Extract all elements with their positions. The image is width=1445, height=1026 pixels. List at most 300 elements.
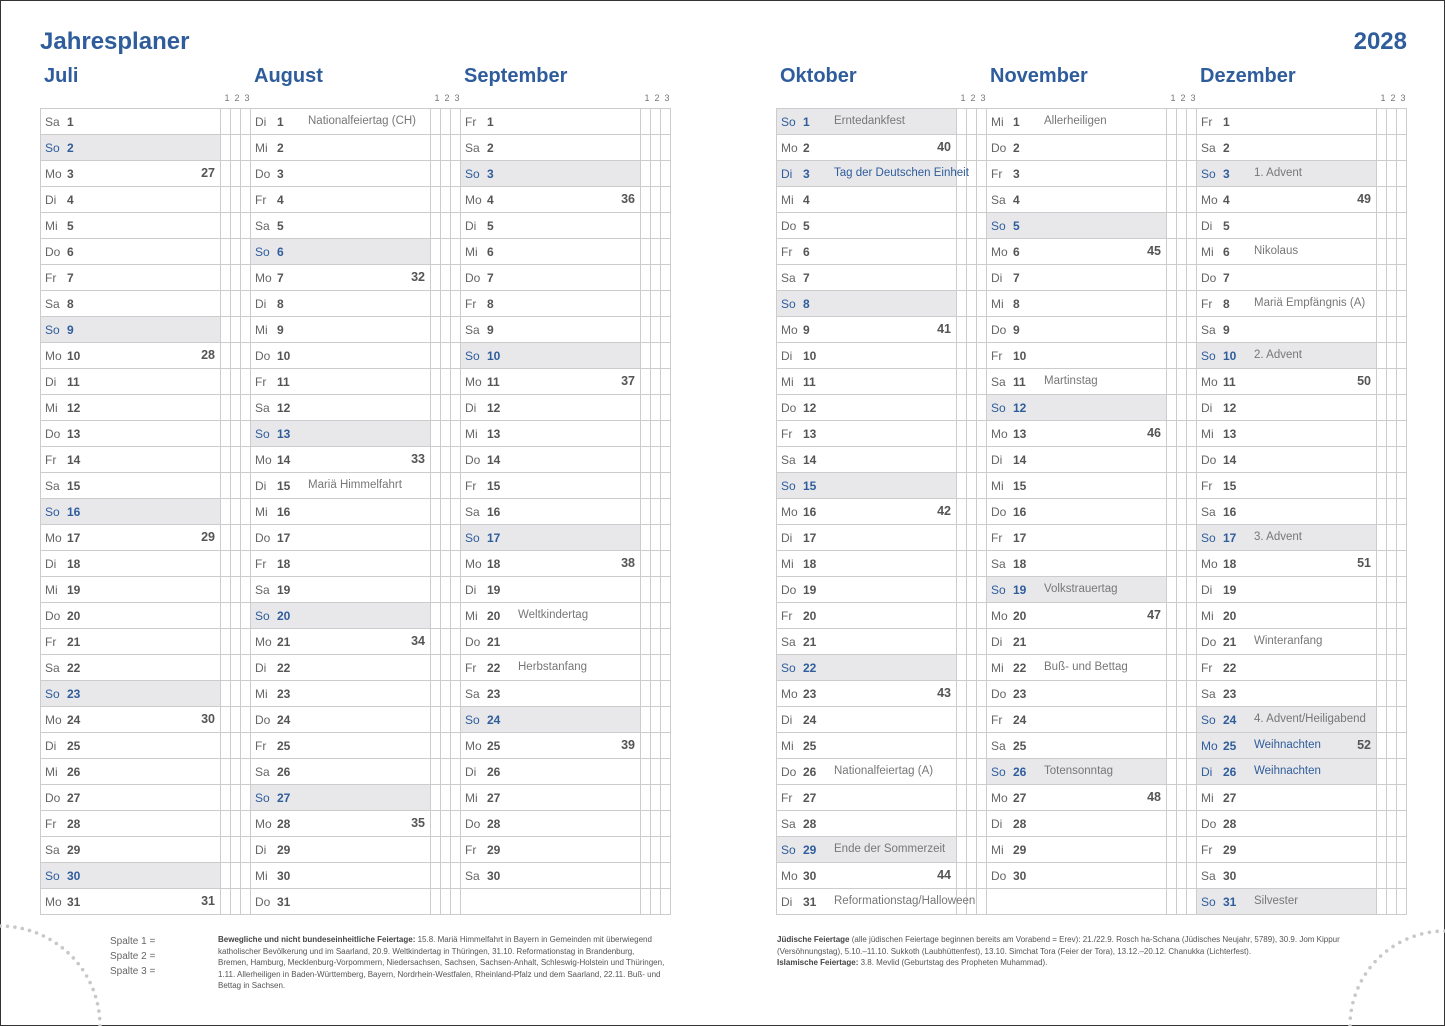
column-cell-2[interactable] bbox=[441, 655, 451, 680]
column-cell-2[interactable] bbox=[1387, 343, 1397, 368]
day-row[interactable] bbox=[1197, 577, 1407, 603]
day-cell[interactable] bbox=[777, 291, 957, 316]
day-row[interactable] bbox=[41, 395, 251, 421]
column-cell-1[interactable] bbox=[431, 629, 441, 654]
day-cell[interactable] bbox=[987, 655, 1167, 680]
column-cell-2[interactable] bbox=[967, 629, 977, 654]
column-cell-1[interactable] bbox=[957, 655, 967, 680]
column-cell-3[interactable] bbox=[661, 837, 671, 862]
day-cell[interactable] bbox=[777, 707, 957, 732]
column-cell-2[interactable] bbox=[1177, 707, 1187, 732]
column-cell-1[interactable] bbox=[641, 889, 651, 914]
day-cell[interactable] bbox=[777, 187, 957, 212]
day-row[interactable] bbox=[1197, 447, 1407, 473]
day-cell[interactable] bbox=[41, 161, 221, 186]
column-cell-1[interactable] bbox=[957, 603, 967, 628]
day-row[interactable] bbox=[987, 499, 1197, 525]
day-row[interactable] bbox=[1197, 239, 1407, 265]
column-cell-1[interactable] bbox=[957, 785, 967, 810]
column-cell-1[interactable] bbox=[1377, 369, 1387, 394]
day-row[interactable] bbox=[1197, 551, 1407, 577]
day-row[interactable] bbox=[461, 681, 671, 707]
day-row[interactable] bbox=[987, 577, 1197, 603]
column-cell-3[interactable] bbox=[661, 577, 671, 602]
day-cell[interactable] bbox=[461, 421, 641, 446]
day-cell[interactable] bbox=[41, 551, 221, 576]
day-cell[interactable] bbox=[41, 681, 221, 706]
day-row[interactable] bbox=[987, 837, 1197, 863]
day-cell[interactable] bbox=[41, 447, 221, 472]
column-cell-1[interactable] bbox=[1377, 733, 1387, 758]
column-cell-1[interactable] bbox=[957, 811, 967, 836]
day-row[interactable] bbox=[1197, 187, 1407, 213]
day-row[interactable] bbox=[777, 577, 987, 603]
day-row[interactable] bbox=[41, 655, 251, 681]
column-cell-2[interactable] bbox=[651, 213, 661, 238]
day-cell[interactable] bbox=[987, 837, 1167, 862]
column-cell-1[interactable] bbox=[957, 395, 967, 420]
column-cell-1[interactable] bbox=[957, 525, 967, 550]
column-cell-1[interactable] bbox=[431, 733, 441, 758]
day-row[interactable] bbox=[41, 525, 251, 551]
day-cell[interactable] bbox=[987, 135, 1167, 160]
column-cell-2[interactable] bbox=[1177, 577, 1187, 602]
day-row[interactable] bbox=[41, 499, 251, 525]
day-row[interactable] bbox=[1197, 265, 1407, 291]
day-cell[interactable] bbox=[1197, 863, 1377, 888]
day-cell[interactable] bbox=[1197, 525, 1377, 550]
column-cell-2[interactable] bbox=[1177, 863, 1187, 888]
column-cell-1[interactable] bbox=[1377, 473, 1387, 498]
day-row[interactable] bbox=[987, 343, 1197, 369]
day-cell[interactable] bbox=[1197, 785, 1377, 810]
day-row[interactable] bbox=[777, 213, 987, 239]
column-cell-2[interactable] bbox=[231, 759, 241, 784]
day-row[interactable] bbox=[777, 161, 987, 187]
column-cell-2[interactable] bbox=[967, 785, 977, 810]
column-cell-2[interactable] bbox=[441, 837, 451, 862]
column-cell-2[interactable] bbox=[651, 551, 661, 576]
day-row[interactable] bbox=[41, 811, 251, 837]
column-cell-2[interactable] bbox=[1177, 551, 1187, 576]
column-cell-2[interactable] bbox=[231, 291, 241, 316]
column-cell-1[interactable] bbox=[221, 239, 231, 264]
column-cell-1[interactable] bbox=[431, 161, 441, 186]
column-cell-2[interactable] bbox=[231, 213, 241, 238]
column-cell-3[interactable] bbox=[1397, 759, 1407, 784]
day-cell[interactable] bbox=[461, 603, 641, 628]
day-cell[interactable] bbox=[987, 265, 1167, 290]
day-cell[interactable] bbox=[1197, 187, 1377, 212]
column-cell-3[interactable] bbox=[1397, 447, 1407, 472]
column-cell-2[interactable] bbox=[1177, 447, 1187, 472]
day-row[interactable] bbox=[461, 343, 671, 369]
column-cell-1[interactable] bbox=[1167, 317, 1177, 342]
column-cell-2[interactable] bbox=[651, 629, 661, 654]
column-cell-3[interactable] bbox=[1397, 525, 1407, 550]
column-cell-2[interactable] bbox=[651, 109, 661, 134]
column-cell-2[interactable] bbox=[441, 863, 451, 888]
column-cell-1[interactable] bbox=[221, 395, 231, 420]
day-row[interactable] bbox=[1197, 291, 1407, 317]
column-cell-2[interactable] bbox=[1387, 629, 1397, 654]
day-row[interactable] bbox=[777, 265, 987, 291]
column-cell-1[interactable] bbox=[221, 187, 231, 212]
column-cell-3[interactable] bbox=[661, 317, 671, 342]
day-cell[interactable] bbox=[987, 707, 1167, 732]
day-cell[interactable] bbox=[1197, 369, 1377, 394]
column-cell-2[interactable] bbox=[967, 343, 977, 368]
day-cell[interactable] bbox=[461, 213, 641, 238]
day-cell[interactable] bbox=[777, 785, 957, 810]
column-cell-1[interactable] bbox=[1167, 577, 1177, 602]
day-row[interactable] bbox=[777, 291, 987, 317]
column-cell-1[interactable] bbox=[221, 369, 231, 394]
column-cell-1[interactable] bbox=[957, 733, 967, 758]
column-cell-1[interactable] bbox=[1377, 889, 1387, 914]
column-cell-2[interactable] bbox=[441, 629, 451, 654]
column-cell-2[interactable] bbox=[651, 499, 661, 524]
day-cell[interactable] bbox=[41, 863, 221, 888]
column-cell-3[interactable] bbox=[1397, 317, 1407, 342]
day-cell[interactable] bbox=[987, 811, 1167, 836]
day-cell[interactable] bbox=[461, 239, 641, 264]
day-row[interactable] bbox=[251, 759, 461, 785]
day-row[interactable] bbox=[251, 265, 461, 291]
column-cell-2[interactable] bbox=[967, 811, 977, 836]
day-cell[interactable] bbox=[461, 551, 641, 576]
day-cell[interactable] bbox=[777, 213, 957, 238]
column-cell-1[interactable] bbox=[431, 447, 441, 472]
day-row[interactable] bbox=[461, 863, 671, 889]
column-cell-2[interactable] bbox=[441, 369, 451, 394]
day-cell[interactable] bbox=[1197, 265, 1377, 290]
column-cell-3[interactable] bbox=[661, 707, 671, 732]
day-cell[interactable] bbox=[251, 785, 431, 810]
column-cell-2[interactable] bbox=[1177, 421, 1187, 446]
day-cell[interactable] bbox=[251, 291, 431, 316]
day-cell[interactable] bbox=[41, 317, 221, 342]
column-cell-2[interactable] bbox=[651, 473, 661, 498]
column-cell-2[interactable] bbox=[231, 317, 241, 342]
day-row[interactable] bbox=[41, 603, 251, 629]
column-cell-1[interactable] bbox=[1377, 785, 1387, 810]
column-cell-1[interactable] bbox=[431, 889, 441, 914]
day-row[interactable] bbox=[251, 343, 461, 369]
day-row[interactable] bbox=[987, 525, 1197, 551]
day-row[interactable] bbox=[461, 525, 671, 551]
day-row[interactable] bbox=[41, 681, 251, 707]
column-cell-1[interactable] bbox=[1167, 187, 1177, 212]
day-cell[interactable] bbox=[1197, 109, 1377, 134]
day-cell[interactable] bbox=[41, 629, 221, 654]
day-row[interactable] bbox=[1197, 395, 1407, 421]
column-cell-2[interactable] bbox=[651, 265, 661, 290]
day-row[interactable] bbox=[41, 291, 251, 317]
column-cell-1[interactable] bbox=[221, 447, 231, 472]
column-cell-2[interactable] bbox=[967, 265, 977, 290]
day-row[interactable] bbox=[777, 733, 987, 759]
column-cell-1[interactable] bbox=[1377, 239, 1387, 264]
column-cell-3[interactable] bbox=[1397, 577, 1407, 602]
day-row[interactable] bbox=[1197, 109, 1407, 135]
column-cell-1[interactable] bbox=[221, 109, 231, 134]
day-row[interactable] bbox=[777, 421, 987, 447]
column-cell-3[interactable] bbox=[661, 655, 671, 680]
day-row[interactable] bbox=[1197, 161, 1407, 187]
column-cell-1[interactable] bbox=[221, 655, 231, 680]
day-row[interactable] bbox=[777, 499, 987, 525]
day-cell[interactable] bbox=[777, 421, 957, 446]
day-row[interactable] bbox=[41, 863, 251, 889]
column-cell-1[interactable] bbox=[1377, 135, 1387, 160]
day-row[interactable] bbox=[251, 499, 461, 525]
day-cell[interactable] bbox=[1197, 629, 1377, 654]
day-row[interactable] bbox=[1197, 421, 1407, 447]
column-cell-1[interactable] bbox=[641, 577, 651, 602]
day-row[interactable] bbox=[987, 161, 1197, 187]
day-cell[interactable] bbox=[41, 135, 221, 160]
column-cell-1[interactable] bbox=[1167, 759, 1177, 784]
day-row[interactable] bbox=[41, 421, 251, 447]
column-cell-2[interactable] bbox=[441, 577, 451, 602]
day-row[interactable] bbox=[987, 317, 1197, 343]
column-cell-3[interactable] bbox=[1397, 551, 1407, 576]
column-cell-3[interactable] bbox=[661, 369, 671, 394]
column-cell-1[interactable] bbox=[641, 811, 651, 836]
day-cell[interactable] bbox=[987, 395, 1167, 420]
column-cell-1[interactable] bbox=[431, 655, 441, 680]
day-row[interactable] bbox=[251, 369, 461, 395]
day-cell[interactable] bbox=[1197, 421, 1377, 446]
day-cell[interactable] bbox=[987, 785, 1167, 810]
column-cell-3[interactable] bbox=[661, 759, 671, 784]
column-cell-2[interactable] bbox=[651, 161, 661, 186]
day-cell[interactable] bbox=[987, 889, 1167, 914]
column-cell-2[interactable] bbox=[1387, 577, 1397, 602]
day-row[interactable] bbox=[777, 317, 987, 343]
day-row[interactable] bbox=[987, 863, 1197, 889]
column-cell-1[interactable] bbox=[1377, 187, 1387, 212]
column-cell-1[interactable] bbox=[957, 265, 967, 290]
column-cell-2[interactable] bbox=[651, 863, 661, 888]
day-row[interactable] bbox=[251, 187, 461, 213]
column-cell-2[interactable] bbox=[441, 525, 451, 550]
column-cell-2[interactable] bbox=[967, 681, 977, 706]
column-cell-1[interactable] bbox=[221, 889, 231, 914]
day-row[interactable] bbox=[461, 655, 671, 681]
column-cell-2[interactable] bbox=[231, 707, 241, 732]
column-cell-3[interactable] bbox=[661, 447, 671, 472]
day-cell[interactable] bbox=[251, 161, 431, 186]
column-cell-2[interactable] bbox=[441, 707, 451, 732]
column-cell-2[interactable] bbox=[231, 369, 241, 394]
day-row[interactable] bbox=[987, 135, 1197, 161]
column-cell-1[interactable] bbox=[641, 343, 651, 368]
column-cell-3[interactable] bbox=[661, 265, 671, 290]
column-cell-1[interactable] bbox=[1167, 395, 1177, 420]
column-cell-2[interactable] bbox=[967, 317, 977, 342]
column-cell-1[interactable] bbox=[1167, 213, 1177, 238]
day-row[interactable] bbox=[251, 681, 461, 707]
day-cell[interactable] bbox=[1197, 655, 1377, 680]
day-cell[interactable] bbox=[461, 629, 641, 654]
day-row[interactable] bbox=[41, 265, 251, 291]
column-cell-1[interactable] bbox=[431, 863, 441, 888]
column-cell-2[interactable] bbox=[1387, 265, 1397, 290]
column-cell-2[interactable] bbox=[1177, 499, 1187, 524]
column-cell-2[interactable] bbox=[441, 551, 451, 576]
column-cell-2[interactable] bbox=[231, 395, 241, 420]
day-row[interactable] bbox=[777, 655, 987, 681]
column-cell-2[interactable] bbox=[651, 577, 661, 602]
column-cell-1[interactable] bbox=[1377, 577, 1387, 602]
day-cell[interactable] bbox=[1197, 681, 1377, 706]
column-cell-3[interactable] bbox=[1397, 395, 1407, 420]
day-row[interactable] bbox=[461, 187, 671, 213]
column-cell-2[interactable] bbox=[231, 109, 241, 134]
column-cell-1[interactable] bbox=[221, 629, 231, 654]
day-row[interactable] bbox=[41, 551, 251, 577]
column-cell-1[interactable] bbox=[431, 603, 441, 628]
column-cell-2[interactable] bbox=[231, 681, 241, 706]
column-cell-1[interactable] bbox=[1167, 785, 1177, 810]
column-cell-2[interactable] bbox=[1387, 317, 1397, 342]
day-row[interactable] bbox=[987, 265, 1197, 291]
day-cell[interactable] bbox=[461, 265, 641, 290]
day-cell[interactable] bbox=[777, 733, 957, 758]
column-cell-1[interactable] bbox=[641, 291, 651, 316]
day-cell[interactable] bbox=[987, 499, 1167, 524]
day-row[interactable] bbox=[777, 239, 987, 265]
column-cell-3[interactable] bbox=[1397, 785, 1407, 810]
day-row[interactable] bbox=[1197, 889, 1407, 915]
column-cell-1[interactable] bbox=[221, 759, 231, 784]
column-cell-1[interactable] bbox=[431, 707, 441, 732]
day-row[interactable] bbox=[777, 551, 987, 577]
column-cell-2[interactable] bbox=[441, 343, 451, 368]
column-cell-3[interactable] bbox=[1397, 421, 1407, 446]
column-cell-3[interactable] bbox=[661, 187, 671, 212]
day-row[interactable] bbox=[777, 681, 987, 707]
day-cell[interactable] bbox=[251, 109, 431, 134]
day-cell[interactable] bbox=[251, 317, 431, 342]
column-cell-1[interactable] bbox=[641, 707, 651, 732]
column-cell-1[interactable] bbox=[431, 343, 441, 368]
day-cell[interactable] bbox=[41, 759, 221, 784]
column-cell-1[interactable] bbox=[641, 551, 651, 576]
column-cell-2[interactable] bbox=[1177, 109, 1187, 134]
day-row[interactable] bbox=[251, 447, 461, 473]
column-cell-2[interactable] bbox=[1387, 837, 1397, 862]
column-cell-1[interactable] bbox=[641, 629, 651, 654]
day-cell[interactable] bbox=[461, 863, 641, 888]
day-row[interactable] bbox=[987, 785, 1197, 811]
column-cell-3[interactable] bbox=[661, 213, 671, 238]
column-cell-2[interactable] bbox=[231, 239, 241, 264]
day-cell[interactable] bbox=[41, 239, 221, 264]
column-cell-2[interactable] bbox=[441, 499, 451, 524]
day-cell[interactable] bbox=[251, 447, 431, 472]
column-cell-1[interactable] bbox=[221, 421, 231, 446]
column-cell-3[interactable] bbox=[661, 629, 671, 654]
column-cell-2[interactable] bbox=[651, 603, 661, 628]
day-cell[interactable] bbox=[41, 291, 221, 316]
day-row[interactable] bbox=[41, 447, 251, 473]
column-cell-1[interactable] bbox=[1167, 707, 1177, 732]
column-cell-3[interactable] bbox=[1397, 265, 1407, 290]
column-cell-1[interactable] bbox=[641, 187, 651, 212]
column-cell-3[interactable] bbox=[1397, 837, 1407, 862]
column-cell-2[interactable] bbox=[1177, 213, 1187, 238]
column-cell-2[interactable] bbox=[651, 525, 661, 550]
column-cell-2[interactable] bbox=[231, 161, 241, 186]
column-cell-1[interactable] bbox=[221, 811, 231, 836]
column-cell-1[interactable] bbox=[1377, 421, 1387, 446]
column-cell-2[interactable] bbox=[1177, 291, 1187, 316]
day-cell[interactable] bbox=[461, 655, 641, 680]
day-cell[interactable] bbox=[777, 629, 957, 654]
column-cell-1[interactable] bbox=[221, 291, 231, 316]
column-cell-2[interactable] bbox=[441, 265, 451, 290]
day-cell[interactable] bbox=[461, 577, 641, 602]
column-cell-1[interactable] bbox=[221, 785, 231, 810]
column-cell-2[interactable] bbox=[1387, 161, 1397, 186]
column-cell-3[interactable] bbox=[1397, 889, 1407, 914]
day-row[interactable] bbox=[41, 473, 251, 499]
column-cell-1[interactable] bbox=[641, 473, 651, 498]
column-cell-3[interactable] bbox=[661, 525, 671, 550]
day-cell[interactable] bbox=[41, 525, 221, 550]
column-cell-2[interactable] bbox=[231, 863, 241, 888]
day-row[interactable] bbox=[251, 109, 461, 135]
column-cell-1[interactable] bbox=[1377, 811, 1387, 836]
day-cell[interactable] bbox=[251, 837, 431, 862]
column-cell-3[interactable] bbox=[1397, 811, 1407, 836]
day-cell[interactable] bbox=[461, 681, 641, 706]
column-cell-1[interactable] bbox=[431, 577, 441, 602]
day-row[interactable] bbox=[41, 213, 251, 239]
column-cell-1[interactable] bbox=[431, 187, 441, 212]
column-cell-2[interactable] bbox=[967, 291, 977, 316]
column-cell-2[interactable] bbox=[1387, 369, 1397, 394]
day-row[interactable] bbox=[987, 369, 1197, 395]
day-cell[interactable] bbox=[461, 291, 641, 316]
day-row[interactable] bbox=[461, 369, 671, 395]
column-cell-2[interactable] bbox=[441, 811, 451, 836]
column-cell-1[interactable] bbox=[641, 733, 651, 758]
column-cell-1[interactable] bbox=[1377, 265, 1387, 290]
column-cell-1[interactable] bbox=[1377, 109, 1387, 134]
day-cell[interactable] bbox=[461, 811, 641, 836]
column-cell-2[interactable] bbox=[231, 421, 241, 446]
column-cell-1[interactable] bbox=[1377, 681, 1387, 706]
column-cell-2[interactable] bbox=[441, 291, 451, 316]
column-cell-1[interactable] bbox=[641, 161, 651, 186]
day-row[interactable] bbox=[777, 473, 987, 499]
column-cell-3[interactable] bbox=[1397, 187, 1407, 212]
column-cell-1[interactable] bbox=[957, 551, 967, 576]
day-row[interactable] bbox=[1197, 473, 1407, 499]
day-cell[interactable] bbox=[987, 863, 1167, 888]
column-cell-1[interactable] bbox=[641, 213, 651, 238]
column-cell-2[interactable] bbox=[967, 421, 977, 446]
column-cell-1[interactable] bbox=[641, 603, 651, 628]
column-cell-1[interactable] bbox=[1377, 603, 1387, 628]
day-cell[interactable] bbox=[1197, 499, 1377, 524]
column-cell-1[interactable] bbox=[641, 421, 651, 446]
day-row[interactable] bbox=[987, 811, 1197, 837]
